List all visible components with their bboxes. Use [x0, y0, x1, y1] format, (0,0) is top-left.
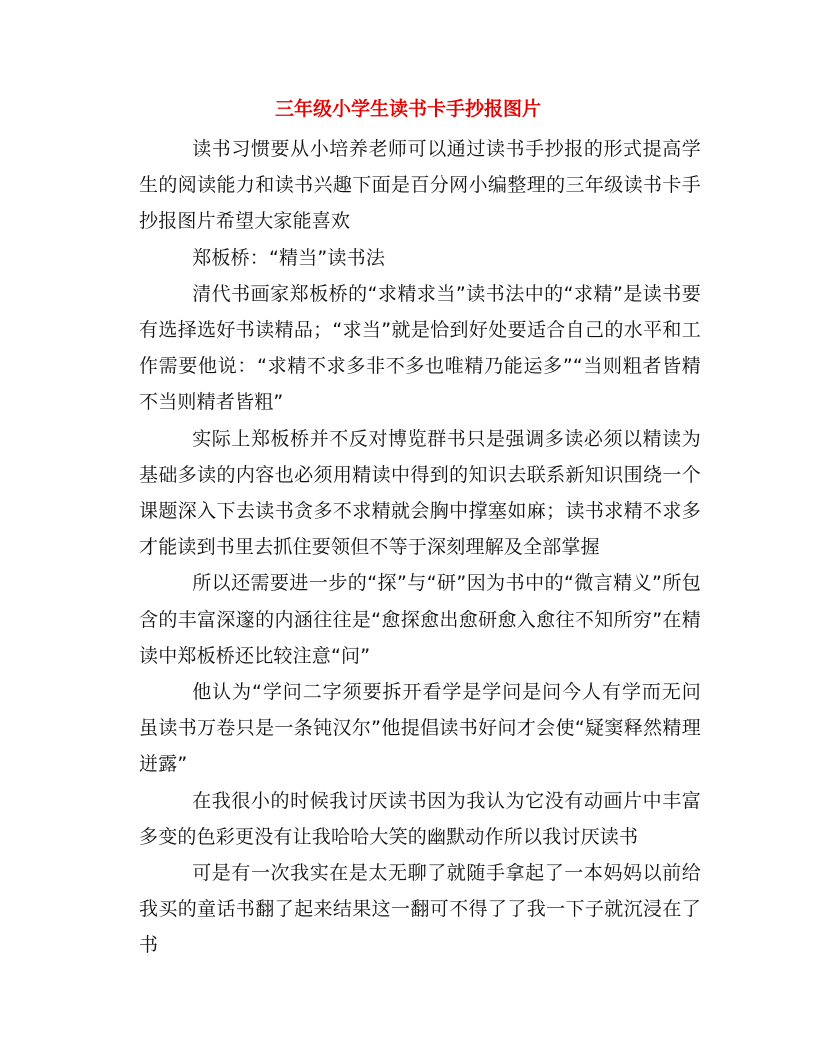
page-title: 三年级小学生读书卡手抄报图片 [274, 98, 541, 120]
paragraph: 可是有一次我实在是太无聊了就随手拿起了一本妈妈以前给我买的童话书翻了起来结果这一翻可不得了了我一下子就沉浸在了书 [139, 862, 701, 957]
paragraph: 在我很小的时候我讨厌读书因为我认为它没有动画片中丰富多变的色彩更没有让我哈哈大笑的幽默动作所以我讨厌读书 [139, 789, 701, 848]
paragraph: 他认为“学问二字须要拆开看学是学问是问今人有学而无问虽读书万卷只是一条钝汉尔”他提倡读书好问才会使“疑窦释然精理迸露” [139, 681, 701, 776]
paragraph-intro: 读书习惯要从小培养老师可以通过读书手抄报的形式提高学生的阅读能力和读书兴趣下面是百分网小编整理的三年级读书卡手抄报图片希望大家能喜欢 [139, 138, 701, 233]
document-body [139, 131, 701, 964]
paragraph: 清代书画家郑板桥的“求精求当”读书法中的“求精”是读书要有选择选好书读精品；“求当”就是恰到好处要适合自己的水平和工作需要他说：“求精不求多非不多也唯精乃能运多”“当则粗者皆精不当则精者皆粗” [139, 282, 701, 414]
paragraph: 实际上郑板桥并不反对博览群书只是强调多读必须以精读为基础多读的内容也必须用精读中得到的知识去联系新知识围绕一个课题深入下去读书贪多不求精就会胸中撑塞如麻；读书求精不求多才能读到书里去抓住要领但不等于深刻理解及全部掌握 [139, 427, 701, 559]
section-heading: 郑板桥：“精当”读书法 [192, 246, 386, 269]
paragraph: 所以还需要进一步的“探”与“研”因为书中的“微言精义”所包含的丰富深邃的内涵往往是“愈探愈出愈研愈入愈往不知所穷”在精读中郑板桥还比较注意“问” [139, 572, 701, 667]
